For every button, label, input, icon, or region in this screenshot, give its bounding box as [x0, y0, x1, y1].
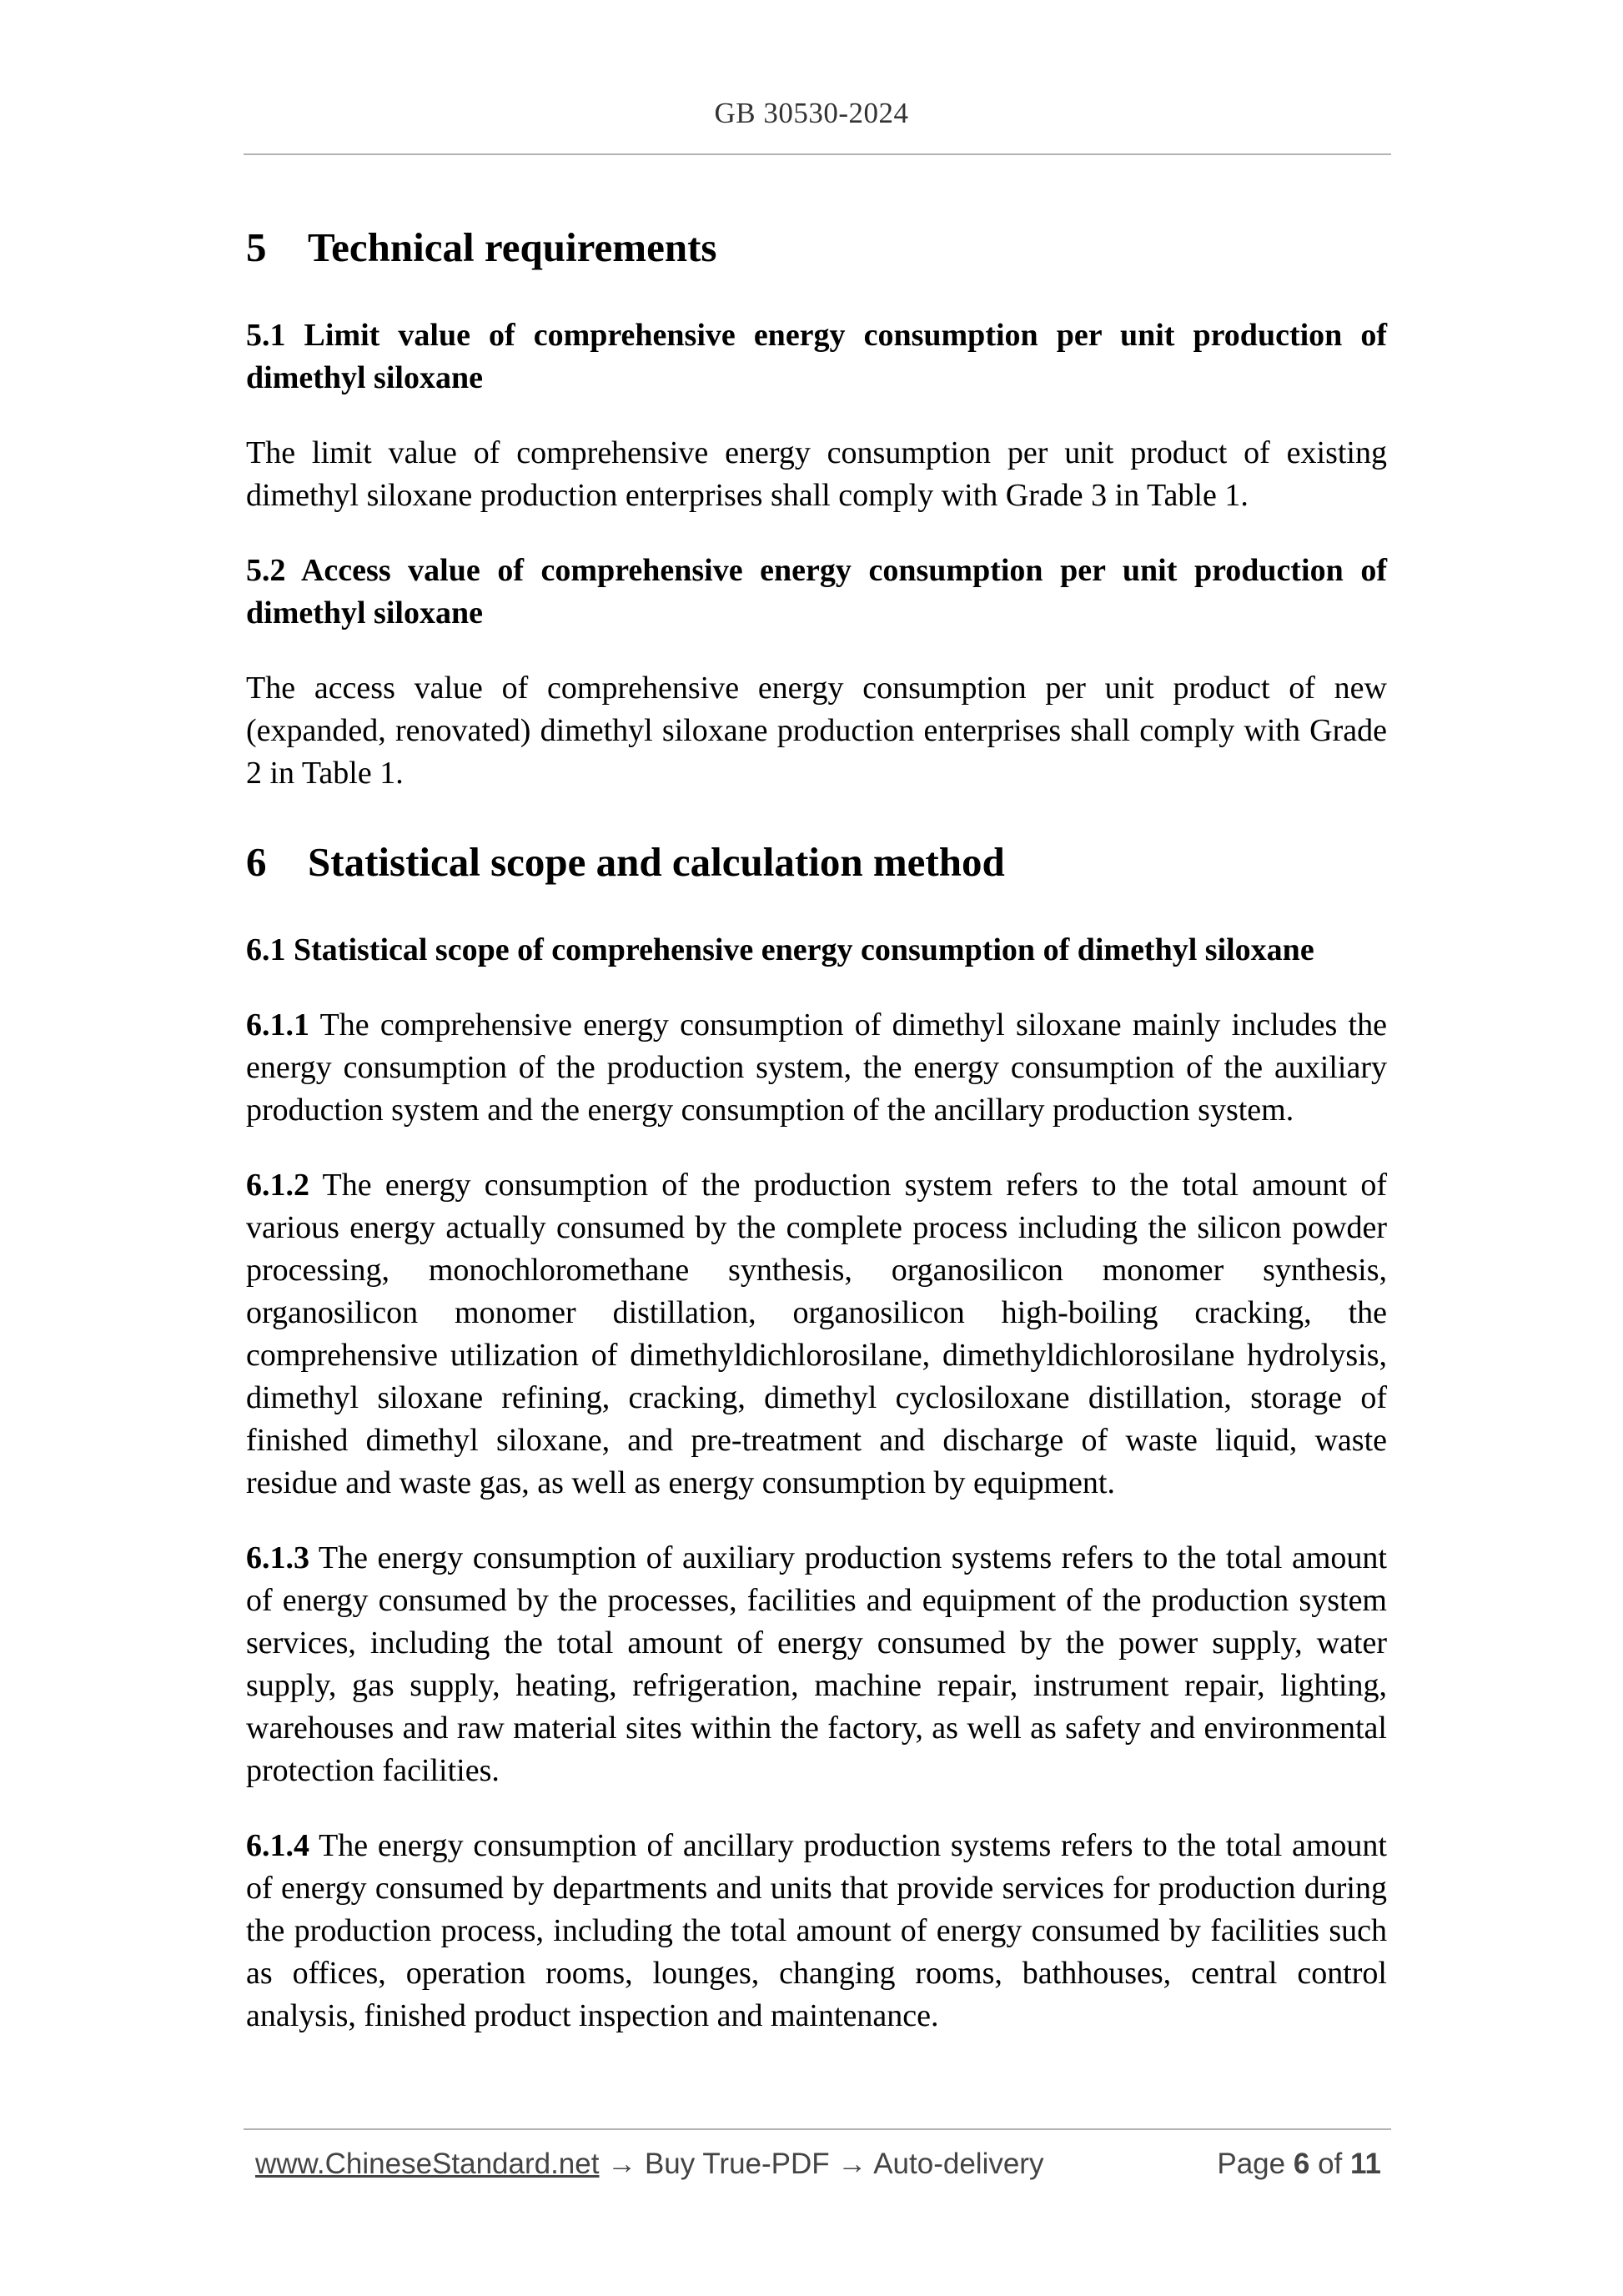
clause-6-1-1 [246, 1004, 1387, 1132]
auto-delivery-text: Auto-delivery [873, 2148, 1044, 2180]
section-6-title: Statistical scope and calculation method [308, 839, 1005, 885]
section-6-heading [246, 837, 1387, 888]
page-current: 6 [1293, 2148, 1310, 2180]
clause-6-1-3-body: The energy consumption of auxiliary production systems refers to the total amount of energy consumed by the processes, facilities and equipment of the production system services, including the total amount of energy consumed by the power supply, water supply, gas supply, heating, refrigeration, machine repair, instrument repair, lighting, warehouses and raw material sites within the factory, as well as safety and environmental protection facilities. [246, 1540, 1387, 1788]
footer-divider [244, 2128, 1391, 2130]
clause-5-2-body: The access value of comprehensive energy consumption per unit product of new (expanded, renovated) dimethyl siloxane production enterprises shall comply with Grade 2 in Table 1. [246, 671, 1387, 791]
clause-6-1-3 [246, 1537, 1387, 1792]
buy-true-pdf-text: Buy True-PDF [644, 2148, 830, 2180]
clause-6-1-4-body: The energy consumption of ancillary production systems refers to the total amount of energy consumed by departments and units that provide services for production during the production process, including the total amount of energy consumed by facilities such as offices, operation rooms, lounges, changing rooms, bathhouses, central control analysis, finished product inspection and maintenance. [246, 1828, 1387, 2033]
section-5-number: 5 [246, 224, 267, 270]
clause-6-1-2-body: The energy consumption of the production system refers to the total amount of various energy actually consumed by the complete process including the silicon powder processing, monochloromethane synthesis, organosilicon monomer synthesis, organosilicon monomer distillation, organosilicon high-boiling cracking, the comprehensive utilization of dimethyldichlorosilane, dimethyldichlorosilane hydrolysis, dimethyl siloxane refining, cracking, dimethyl cyclosiloxane distillation, storage of finished dimethyl siloxane, and pre-treatment and discharge of waste liquid, waste residue and waste gas, as well as energy consumption by equipment. [246, 1168, 1387, 1500]
clause-6-1-1-body: The comprehensive energy consumption of dimethyl siloxane mainly includes the energy consumption of the production system, the energy consumption of the auxiliary production system and the energy consumption of the ancillary production system. [246, 1007, 1387, 1128]
clause-5-1-heading: 5.1 Limit value of comprehensive energy consumption per unit production of dimethyl siloxane [246, 318, 1387, 395]
page-label: Page [1217, 2148, 1286, 2180]
page-footer [255, 2148, 1381, 2181]
page-total: 11 [1350, 2148, 1381, 2180]
clause-6-1-3-number: 6.1.3 [246, 1540, 309, 1575]
clause-6-1-2 [246, 1164, 1387, 1505]
header-divider [244, 153, 1391, 155]
site-link[interactable]: www.ChineseStandard.net [255, 2148, 600, 2180]
clause-5-2-heading: 5.2 Access value of comprehensive energy consumption per unit production of dimethyl siloxane [246, 553, 1387, 631]
clause-6-1-2-number: 6.1.2 [246, 1168, 309, 1203]
section-5-heading [246, 222, 1387, 274]
clause-6-1-4 [246, 1825, 1387, 2037]
page-of: of [1318, 2148, 1343, 2180]
clause-5-1-body: The limit value of comprehensive energy consumption per unit product of existing dimethyl siloxane production enterprises shall comply with Grade 3 in Table 1. [246, 435, 1387, 513]
arrow-right-icon: → [607, 2148, 637, 2180]
clause-6-1-1-number: 6.1.1 [246, 1007, 309, 1042]
section-5-title: Technical requirements [308, 224, 717, 270]
document-id-header: GB 30530-2024 [714, 97, 909, 129]
clause-6-1-heading: 6.1 Statistical scope of comprehensive energy consumption of dimethyl siloxane [246, 932, 1314, 967]
section-6-number: 6 [246, 839, 267, 885]
page-number [1217, 2148, 1381, 2181]
clause-6-1-4-number: 6.1.4 [246, 1828, 309, 1863]
page-content [246, 222, 1387, 2037]
arrow-right-icon: → [837, 2148, 867, 2180]
